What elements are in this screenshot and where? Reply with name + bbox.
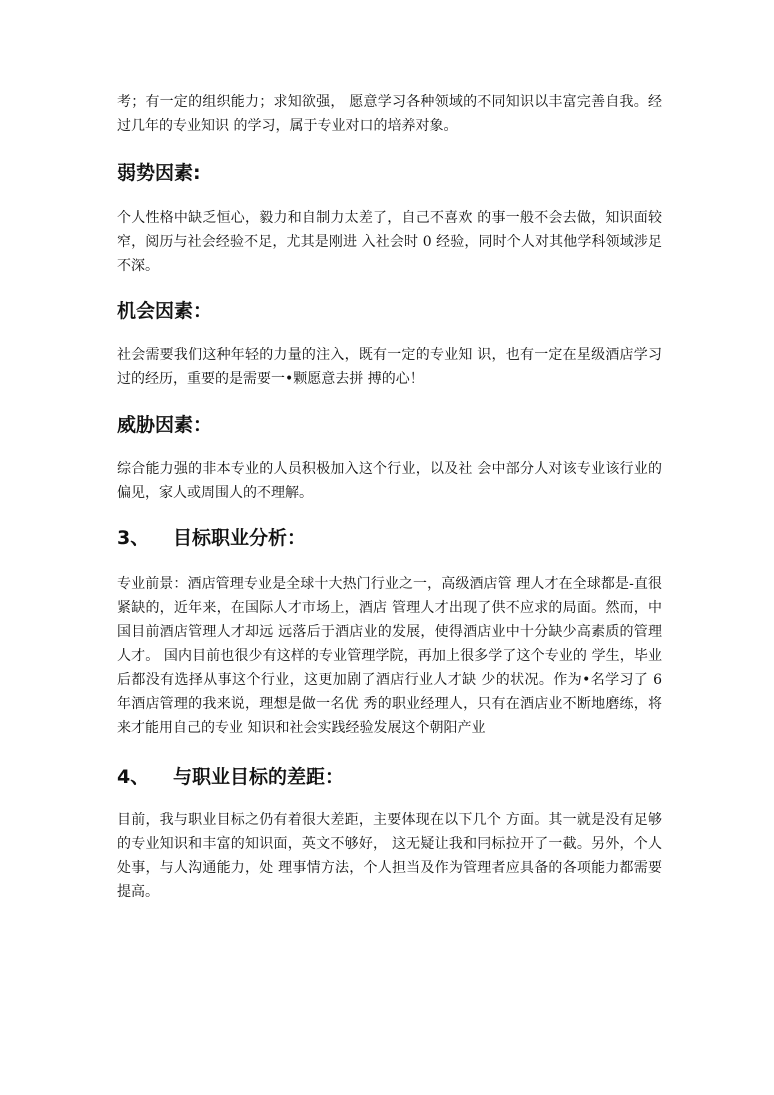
- section-4-number: 4、: [117, 766, 150, 788]
- section-3-paragraph: 专业前景：酒店管理专业是全球十大热门行业之一，高级酒店管 理人才在全球都是-直很紧缺的，近年来，在国际人才市场上，酒店 管理人才出现了供不应求的局面。然而，中国目前酒店管理人才却远 远落后于酒店业的发展，使得酒店业中十分缺少高素质的管理人才。 国内目前也很少有这样的专业管理学院，再加上很多学了这个专业的 学生，毕业后都没有选择从事这个行业，这更加剧了酒店行业人才缺 少的状况。作为•名学习了 6 年酒店管理的我来说，理想是做一名优 秀的职业经理人，只有在酒店业不断地磨练，将来才能用自己的专业 知识和社会实践经验发展这个朝阳产业: [117, 576, 662, 736]
- opportunity-heading: 机会因素：: [117, 300, 213, 322]
- intro-paragraph: 考；有一定的组织能力；求知欲强， 愿意学习各种领域的不同知识以丰富完善自我。经过几年的专业知识 的学习，属于专业对口的培养对象。: [117, 94, 662, 134]
- threat-heading: 威胁因素：: [117, 414, 213, 436]
- opportunity-paragraph: 社会需要我们这种年轻的力量的注入，既有一定的专业知 识，也有一定在星级酒店学习过的经历，重要的是需要一•颗愿意去拼 搏的心！: [117, 347, 662, 387]
- weakness-paragraph: 个人性格中缺乏恒心，毅力和自制力太差了，自己不喜欢 的事一般不会去做，知识面较窄，阅历与社会经验不足，尤其是刚进 入社会时 0 经验，同时个人对其他学科领域涉足不深。: [117, 210, 662, 274]
- weakness-heading: 弱势因素:: [117, 162, 201, 184]
- section-3-number: 3、: [117, 527, 150, 549]
- threat-paragraph: 综合能力强的非本专业的人员积极加入这个行业，以及社 会中部分人对该专业该行业的偏见，家人或周围人的不理解。: [117, 461, 662, 501]
- section-3-heading: [117, 525, 306, 551]
- section-4-title: 与职业目标的差距：: [173, 766, 345, 788]
- section-4-paragraph: 目前，我与职业目标之仍有着很大差距，主要体现在以下几个 方面。其一就是没有足够的专业知识和丰富的知识面，英文不够好， 这无疑让我和冃标拉开了一截。另外，个人处事，与人沟通能力，处 理事情方法，个人担当及作为管理者应具备的各项能力都需要提高。: [117, 812, 662, 900]
- section-4-heading: [117, 764, 344, 790]
- section-3-title: 目标职业分析：: [173, 527, 307, 549]
